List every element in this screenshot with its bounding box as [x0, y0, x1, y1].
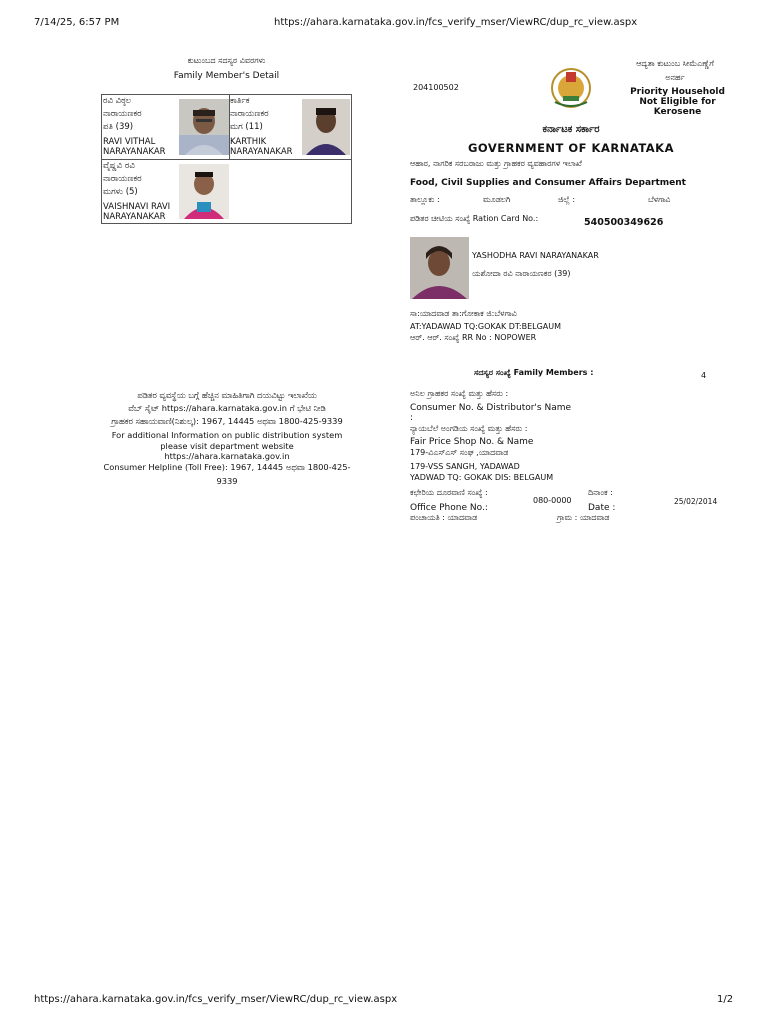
dept-kn: ಆಹಾರ, ನಾಗರಿಕ ಸರಬರಾಜು ಮತ್ತು ಗ್ರಾಹಕರ ವ್ಯವಹಾರಗಳ ಇಲಾಖೆ	[410, 159, 582, 168]
govt-kn: ಕರ್ನಾಟಕ ಸರ್ಕಾರ	[542, 124, 600, 135]
head-name-kn: ಯಶೋದಾ ರವಿ ನಾರಾಯಣಕರ (39)	[472, 269, 571, 278]
consumer-label-kn: ಅನಿಲ ಗ್ರಾಹಕರ ಸಂಖ್ಯೆ ಮತ್ತು ಹೆಸರು :	[410, 389, 509, 398]
panchayat: ಪಂಚಾಯತಿ : ಯಾದವಾಡ	[410, 513, 478, 522]
category-kn: ಆದ್ಯತಾ ಕುಟುಂಬ ಸೀಮೆಎಣ್ಣೆಗೆ	[636, 59, 714, 68]
family-member-2	[230, 95, 310, 157]
consumer-label-en: Consumer No. & Distributor's Name	[410, 403, 572, 413]
office-phone-label-en: Office Phone No.:	[410, 503, 488, 513]
info-en-line-1: For additional Information on public distribution system	[111, 430, 343, 440]
member-photo-3	[179, 164, 229, 219]
fps-label-kn: ನ್ಯಾಯಬೆಲೆ ಅಂಗಡಿಯ ಸಂಖ್ಯೆ ಮತ್ತು ಹೆಸರು :	[410, 424, 528, 433]
member-kn-relation: ಮಗಳು (5)	[103, 187, 138, 197]
fps-name-kn: 179-ವಿಎಸ್ಎಸ್ ಸಂಘ ,ಯಾದವಾಡ	[410, 448, 509, 457]
member-photo-2	[302, 99, 350, 155]
date-label-en: Date :	[588, 503, 616, 513]
info-en-line-2: please visit department website	[160, 441, 294, 451]
member-en-name: VAISHNAVI RAVI NARAYANAKAR	[103, 202, 171, 222]
head-of-family-photo	[410, 237, 469, 299]
member-kn-name-1: ರವಿ ವಿಠ್ಠಲ	[103, 96, 132, 106]
ration-card-number: 540500349626	[584, 217, 664, 228]
address-kn: ಸಾ:ಯಾದವಾಡ ತಾ:ಗೋಕಾಕ ಜಿ:ಬೆಳಗಾವಿ	[410, 309, 517, 318]
address-en: AT:YADAWAD TQ:GOKAK DT:BELGAUM	[410, 322, 562, 331]
office-phone-value: 080-0000	[533, 496, 572, 505]
family-member-3	[103, 160, 185, 222]
fps-name-en: 179-VSS SANGH, YADAWAD	[410, 462, 520, 471]
member-photo-1	[179, 99, 229, 155]
footer-url: https://ahara.karnataka.gov.in/fcs_verify_mser/ViewRC/dup_rc_view.aspx	[34, 994, 398, 1005]
info-block	[72, 389, 382, 489]
member-kn-name-1: ವೈಷ್ಣವಿ ರವಿ	[103, 161, 135, 171]
member-kn-relation: ಪತಿ (39)	[103, 122, 134, 132]
head-name-en: YASHODHA RAVI NARAYANAKAR	[472, 251, 599, 260]
member-kn-name-2: ನಾರಾಯಣಕರ	[103, 109, 142, 119]
date-value: 25/02/2014	[674, 497, 718, 506]
rr-number: ಆರ್. ಆರ್. ಸಂಖ್ಯೆ RR No : NOPOWER	[410, 333, 537, 342]
category-en: Priority Household Not Eligible for Kerosene	[630, 87, 725, 117]
card-code: 204100502	[413, 83, 459, 92]
info-kn-line-1: ಪಡಿತರ ವ್ಯವಸ್ಥೆಯ ಬಗ್ಗೆ ಹೆಚ್ಚಿನ ಮಾಹಿತಿಗಾಗಿ ದಯವಿಟ್ಟು ಇಲಾಖೆಯ	[137, 390, 317, 400]
info-kn-line-2: ವೆಬ್ ಸೈಟ್ https://ahara.karnataka.gov.in ಗೆ ಭೇಟಿ ನೀಡಿ	[128, 403, 326, 413]
member-en-name: RAVI VITHAL NARAYANAKAR	[103, 137, 166, 157]
village: ಗ್ರಾಮ : ಯಾದವಾಡ	[557, 513, 610, 522]
consumer-value: :	[410, 413, 414, 423]
family-detail-title-kn: ಕುಟುಂಬದ ಸದಸ್ಯರ ವಿವರಗಳು	[187, 56, 266, 65]
fps-label-en: Fair Price Shop No. & Name	[410, 437, 534, 447]
info-en-line-4: Consumer Helpline (Toll Free): 1967, 14445 ಅಥವಾ 1800-425-	[103, 462, 351, 472]
member-kn-name-2: ನಾರಾಯಣಕರ	[230, 109, 269, 119]
members-count: 4	[701, 371, 707, 380]
taluk-value: ಮೂಡಲಗಿ	[483, 195, 511, 204]
govt-en: GOVERNMENT OF KARNATAKA	[467, 141, 674, 155]
dept-en: Food, Civil Supplies and Consumer Affairs Department	[410, 178, 686, 188]
category-kn-2: ಅನರ್ಹ	[665, 73, 685, 82]
print-datetime: 7/14/25, 6:57 PM	[34, 17, 120, 28]
date-label-kn: ದಿನಾಂಕ :	[588, 488, 613, 497]
ration-card-label: ಪಡಿತರ ಚೀಟಿಯ ಸಂಖ್ಯೆ Ration Card No.:	[410, 214, 539, 223]
family-detail-title-en: Family Member's Detail	[173, 71, 280, 81]
family-member-1	[103, 95, 183, 157]
karnataka-emblem-icon	[549, 66, 593, 110]
footer-page-number: 1/2	[717, 994, 734, 1005]
member-kn-name-2: ನಾರಾಯಣಕರ	[103, 174, 142, 184]
member-kn-relation: ಮಗ (11)	[230, 122, 263, 132]
taluk-label: ತಾಲ್ಲೂಕು :	[410, 195, 440, 204]
member-kn-name-1: ಕಾರ್ತಿಕ	[230, 96, 250, 106]
info-en-line-3: https://ahara.karnataka.gov.in	[164, 451, 290, 461]
info-kn-line-3: ಗ್ರಾಹಕರ ಸಹಾಯವಾಣಿ(ನಿಶುಲ್ಕ): 1967, 14445 ಅಥವಾ 1800-425-9339	[111, 416, 343, 426]
fps-address-en: YADWAD TQ: GOKAK DIS: BELGAUM	[410, 473, 554, 482]
print-url: https://ahara.karnataka.gov.in/fcs_verify_mser/ViewRC/dup_rc_view.aspx	[274, 17, 638, 28]
office-phone-label-kn: ಕಛೇರಿಯ ದೂರವಾಣಿ ಸಂಖ್ಯೆ :	[410, 488, 488, 497]
family-members-table	[101, 94, 352, 224]
district-value: ಬೆಳಗಾವಿ	[648, 195, 671, 204]
member-en-name: KARTHIK NARAYANAKAR	[230, 137, 293, 157]
info-en-line-5: 9339	[216, 476, 238, 486]
district-label: ಜಿಲ್ಲೆ :	[558, 195, 576, 204]
members-label: ಸದಸ್ಯರ ಸಂಖ್ಯೆ Family Members :	[474, 368, 594, 377]
